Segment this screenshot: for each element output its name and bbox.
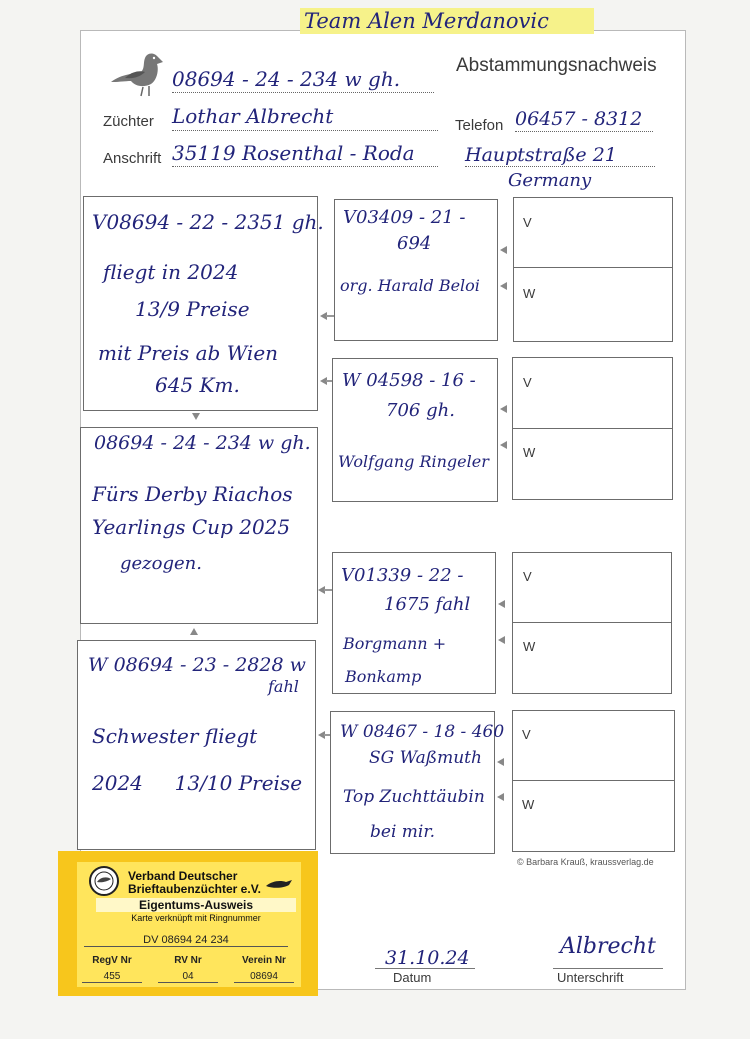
address-city: 35119 Rosenthal - Roda (172, 141, 415, 165)
copyright-text: © Barbara Krauß, kraussverlag.de (517, 857, 654, 867)
grandparent-note-2: Bonkamp (345, 667, 422, 686)
grandparent-ring-2: SG Waßmuth (369, 748, 482, 768)
card-col-header: RV Nr (174, 955, 202, 966)
mother-prefix: W (88, 654, 108, 676)
great-grandparent-box (513, 197, 673, 342)
arrow-down-icon (192, 413, 200, 420)
great-grandparent-label: W (523, 286, 536, 301)
signature-label: Unterschrift (557, 970, 624, 985)
arrow-left-icon (500, 282, 507, 290)
grandparent-ring-text: 03409 - 21 - (356, 207, 466, 228)
ring-number-line (172, 92, 434, 93)
father-ring-text: 08694 - 22 - 2351 gh. (106, 210, 324, 234)
connector (324, 589, 332, 591)
grandparent-ring-text: 08467 - 18 - 460 (362, 722, 505, 742)
grandparent-note: Borgmann + (343, 634, 447, 653)
team-label: Team Alen Merdanovic (300, 8, 594, 34)
divider (512, 780, 675, 781)
mother-ring (88, 654, 306, 676)
grandparent-ring (341, 565, 464, 586)
divider (512, 622, 672, 623)
card-org-line1: Verband Deutscher (128, 869, 238, 883)
signature: Albrecht (560, 934, 656, 959)
breeder-line (172, 130, 438, 131)
breeder-name: Lothar Albrecht (172, 104, 334, 128)
great-grandparent-label: V (523, 375, 532, 390)
arrow-left-icon (498, 600, 505, 608)
arrow-left-icon (500, 441, 507, 449)
grandparent-ring-2: 706 gh. (386, 400, 455, 421)
mother-note-2: 2024 13/10 Preise (92, 771, 303, 795)
date-value: 31.10.24 (385, 947, 470, 969)
address-country: Germany (508, 170, 592, 191)
form-title: Abstammungsnachweis (456, 55, 657, 76)
card-col-header: Verein Nr (242, 955, 286, 966)
father-note-4: 645 Km. (155, 373, 240, 397)
grandparent-ring-2: 1675 fahl (384, 594, 471, 615)
card-org-line2: Brieftaubenzüchter e.V. (128, 882, 261, 896)
connector (326, 315, 334, 317)
card-subtitle: Karte verknüpft mit Ringnummer (131, 913, 261, 923)
great-grandparent-label: V (522, 727, 531, 742)
grandparent-ring (343, 207, 466, 228)
card-ring: DV 08694 24 234 (84, 934, 288, 947)
father-note-2: 13/9 Preise (135, 297, 250, 321)
ring-number-header: 08694 - 24 - 234 w gh. (172, 67, 401, 91)
pigeon-icon (105, 48, 169, 103)
grandparent-ring (340, 722, 504, 742)
father-note-3: mit Preis ab Wien (98, 341, 279, 365)
bird-note-2: Yearlings Cup 2025 (92, 515, 291, 539)
date-label: Datum (393, 970, 432, 985)
arrow-up-icon (190, 628, 198, 635)
divider (513, 267, 673, 268)
grandparent-prefix: V (343, 207, 356, 228)
father-note-1: fliegt in 2024 (103, 260, 239, 284)
signature-line (553, 968, 663, 969)
card-col-value: 455 (82, 971, 142, 983)
great-grandparent-label: W (523, 445, 536, 460)
ownership-id-card (58, 851, 318, 996)
breeder-label: Züchter (103, 113, 154, 130)
bird-note-3: gezogen. (120, 553, 202, 574)
grandparent-note: Wolfgang Ringeler (338, 452, 489, 471)
card-col-value: 04 (158, 971, 218, 983)
great-grandparent-label: W (522, 797, 535, 812)
card-col-value: 08694 (234, 971, 294, 983)
great-grandparent-label: V (523, 215, 532, 230)
great-grandparent-box (512, 710, 675, 852)
arrow-left-icon (497, 758, 504, 766)
club-seal-icon (88, 865, 120, 897)
phone-number: 06457 - 8312 (515, 108, 643, 130)
grandparent-prefix: V (341, 565, 354, 586)
grandparent-ring-text: 04598 - 16 - (366, 370, 476, 391)
date-line (375, 968, 475, 969)
grandparent-note: org. Harald Beloi (340, 276, 480, 295)
bird-ring: 08694 - 24 - 234 w gh. (94, 432, 311, 454)
grandparent-ring-text: 01339 - 22 - (354, 565, 464, 586)
card-title: Eigentums-Ausweis (96, 898, 296, 912)
great-grandparent-label: V (523, 569, 532, 584)
great-grandparent-box (512, 552, 672, 694)
father-prefix: V (92, 210, 107, 234)
street-line (465, 166, 655, 167)
address-line (172, 166, 438, 167)
phone-label: Telefon (455, 117, 504, 134)
grandparent-prefix: W (342, 370, 361, 391)
arrow-left-icon (500, 246, 507, 254)
divider (512, 428, 673, 429)
grandparent-ring (342, 370, 476, 391)
connector (324, 734, 330, 736)
card-col-header: RegV Nr (92, 955, 132, 966)
grandparent-ring-2: 694 (397, 233, 432, 254)
mother-ring-suffix: fahl (268, 677, 299, 696)
father-ring (92, 210, 324, 234)
arrow-left-icon (498, 636, 505, 644)
grandparent-note: Top Zuchttäubin (343, 787, 485, 807)
arrow-left-icon (500, 405, 507, 413)
bird-note-1: Fürs Derby Riachos (92, 482, 293, 506)
grandparent-prefix: W (340, 722, 358, 742)
card-pigeon-icon (264, 877, 294, 891)
arrow-left-icon (497, 793, 504, 801)
phone-line (515, 131, 653, 132)
great-grandparent-label: W (523, 639, 536, 654)
mother-ring-text: 08694 - 23 - 2828 w (113, 654, 306, 676)
grandparent-note-2: bei mir. (370, 822, 436, 842)
address-label: Anschrift (103, 150, 162, 167)
mother-note-1: Schwester fliegt (92, 724, 258, 748)
connector (326, 380, 332, 382)
address-street: Hauptstraße 21 (465, 144, 617, 166)
